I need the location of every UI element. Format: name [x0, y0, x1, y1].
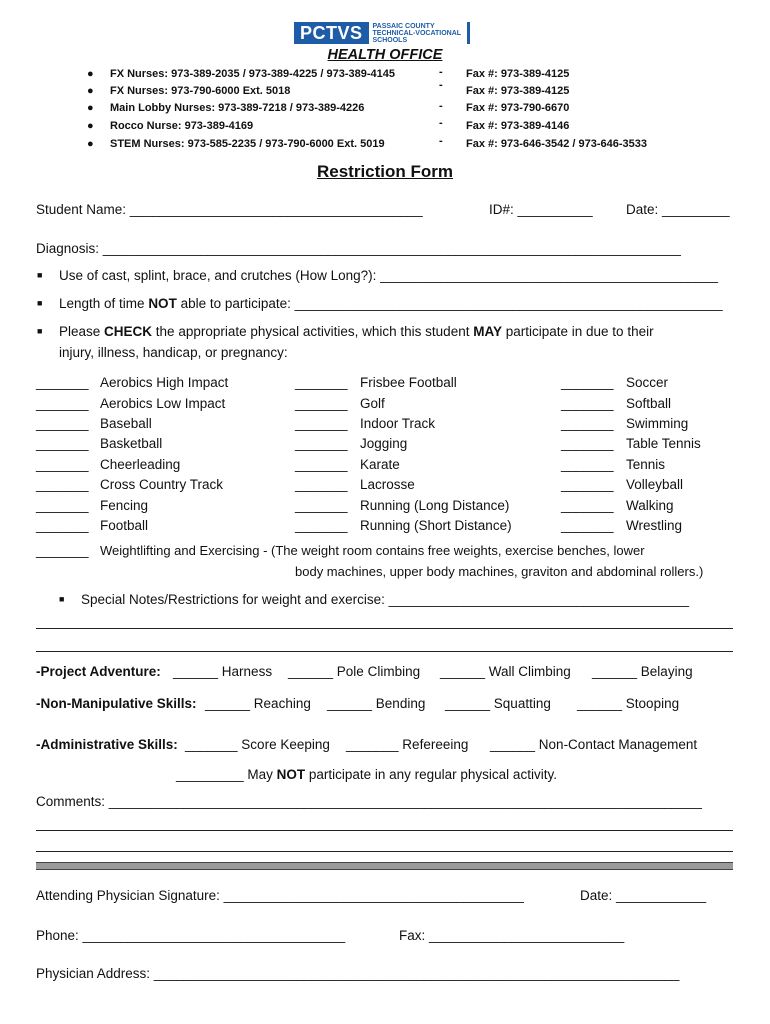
nurse-line: FX Nurses: 973-790-6000 Ext. 5018 [110, 85, 291, 97]
skill-option[interactable]: _______ Refereeing [346, 737, 469, 752]
id-field[interactable]: ID#: __________ [489, 202, 593, 217]
may-not-participate[interactable]: _________ May NOT participate in any regular physical activity. [176, 767, 557, 782]
skill-option[interactable]: ______ Non-Contact Management [490, 737, 698, 752]
activity-label: Soccer [626, 375, 669, 390]
activity-label: Lacrosse [360, 477, 415, 492]
activity-blank[interactable]: _______ [561, 457, 614, 472]
activity-label: Football [100, 518, 149, 533]
nurse-line: Main Lobby Nurses: 973-389-7218 / 973-389-4226 [110, 102, 365, 114]
activity-label: Aerobics Low Impact [100, 396, 226, 411]
comments-line[interactable] [36, 851, 733, 852]
activity-blank[interactable]: _______ [295, 498, 348, 513]
activity-blank[interactable]: _______ [36, 416, 89, 431]
activity-label: Indoor Track [360, 416, 436, 431]
bullet-icon: ● [87, 120, 94, 132]
weightlifting-label: Weightlifting and Exercising - (The weight room contains free weights, exercise benches, lower [100, 543, 645, 558]
activity-blank[interactable]: _______ [36, 457, 89, 472]
weight-notes-field[interactable]: Special Notes/Restrictions for weight and exercise: ________________________________________ [81, 592, 689, 607]
skill-option[interactable]: ______ Stooping [577, 696, 680, 711]
nurse-line: FX Nurses: 973-389-2035 / 973-389-4225 / 973-389-4145 [110, 68, 395, 80]
activity-blank[interactable]: _______ [295, 436, 348, 451]
weightlifting-line2: body machines, upper body machines, graviton and abdominal rollers.) [295, 564, 704, 579]
fax-line: Fax #: 973-389-4125 [466, 68, 570, 80]
activity-label: Softball [626, 396, 672, 411]
activity-blank[interactable]: _______ [561, 416, 614, 431]
activity-label: Volleyball [626, 477, 684, 492]
fax-line: Fax #: 973-389-4125 [466, 85, 570, 97]
activity-label: Tennis [626, 457, 666, 472]
activity-blank[interactable]: _______ [561, 477, 614, 492]
form-title: Restriction Form [316, 162, 454, 181]
activity-blank[interactable]: _______ [561, 375, 614, 390]
skill-option[interactable]: ______ Bending [327, 696, 426, 711]
activity-blank[interactable]: _______ [36, 375, 89, 390]
activity-blank[interactable]: _______ [561, 498, 614, 513]
logo-abbr: PCTVS [294, 22, 369, 44]
dash-icon: - [439, 100, 443, 112]
signature-date-field[interactable]: Date: ____________ [580, 888, 707, 903]
activity-blank[interactable]: _______ [561, 396, 614, 411]
length-field[interactable]: Length of time NOT able to participate: _________________________________________________________ [59, 296, 723, 311]
administrative-label: -Administrative Skills: [36, 737, 178, 752]
activity-blank[interactable]: _______ [561, 436, 614, 451]
student-name-field[interactable]: Student Name: _______________________________________ [36, 202, 423, 217]
logo-text: PASSAIC COUNTY TECHNICAL-VOCATIONAL SCHOOLS [373, 22, 471, 44]
section-divider [36, 862, 733, 870]
skill-option[interactable]: ______ Pole Climbing [288, 664, 421, 679]
activity-label: Karate [360, 457, 400, 472]
activity-blank[interactable]: _______ [36, 498, 89, 513]
dash-icon: - [439, 79, 443, 91]
activity-label: Baseball [100, 416, 152, 431]
skill-option[interactable]: ______ Harness [173, 664, 273, 679]
activity-label: Fencing [100, 498, 149, 513]
notes-line[interactable] [36, 651, 733, 652]
date-field[interactable]: Date: _________ [626, 202, 730, 217]
square-bullet-icon: ■ [37, 270, 43, 280]
activity-blank[interactable]: _______ [36, 477, 89, 492]
activity-blank[interactable]: _______ [36, 436, 89, 451]
activity-blank[interactable]: _______ [295, 518, 348, 533]
skill-option[interactable]: ______ Squatting [445, 696, 551, 711]
activity-label: Swimming [626, 416, 689, 431]
notes-line[interactable] [36, 628, 733, 629]
physician-address-field[interactable]: Physician Address: ______________________________________________________________________ [36, 966, 680, 981]
activity-label: Aerobics High Impact [100, 375, 229, 390]
weight-blank[interactable]: _______ [36, 543, 89, 558]
activity-label: Running (Long Distance) [360, 498, 510, 513]
health-office-title: HEALTH OFFICE [327, 47, 443, 63]
activity-blank[interactable]: _______ [36, 518, 89, 533]
physician-fax-field[interactable]: Fax: __________________________ [399, 928, 625, 943]
activity-label: Wrestling [626, 518, 683, 533]
cast-field[interactable]: Use of cast, splint, brace, and crutches (How Long?): _____________________________________________ [59, 268, 719, 283]
activity-blank[interactable]: _______ [295, 457, 348, 472]
comments-field[interactable]: Comments: _______________________________________________________________________________ [36, 794, 702, 809]
nurse-line: STEM Nurses: 973-585-2235 / 973-790-6000 Ext. 5019 [110, 138, 385, 150]
activity-blank[interactable]: _______ [36, 396, 89, 411]
activity-label: Frisbee Football [360, 375, 457, 390]
dash-icon: - [439, 66, 443, 78]
activity-blank[interactable]: _______ [561, 518, 614, 533]
diagnosis-field[interactable]: Diagnosis: _____________________________________________________________________________ [36, 241, 681, 256]
bullet-icon: ● [87, 85, 94, 97]
bullet-icon: ● [87, 138, 94, 150]
activity-blank[interactable]: _______ [295, 477, 348, 492]
bullet-icon: ● [87, 102, 94, 114]
physician-signature-field[interactable]: Attending Physician Signature: ________________________________________ [36, 888, 524, 903]
check-instructions: Please CHECK the appropriate physical activities, which this student MAY participate in due to their [59, 324, 654, 339]
activity-blank[interactable]: _______ [295, 416, 348, 431]
activity-label: Jogging [360, 436, 408, 451]
school-logo [294, 21, 470, 45]
activity-label: Golf [360, 396, 385, 411]
fax-line: Fax #: 973-790-6670 [466, 102, 570, 114]
physician-phone-field[interactable]: Phone: ___________________________________ [36, 928, 346, 943]
skill-option[interactable]: _______ Score Keeping [185, 737, 330, 752]
comments-line[interactable] [36, 830, 733, 831]
activity-label: Cheerleading [100, 457, 181, 472]
skill-option[interactable]: ______ Wall Climbing [440, 664, 571, 679]
activity-label: Basketball [100, 436, 163, 451]
skill-option[interactable]: ______ Reaching [205, 696, 311, 711]
nurse-line: Rocco Nurse: 973-389-4169 [110, 120, 254, 132]
project-adventure-label: -Project Adventure: [36, 664, 161, 679]
dash-icon: - [439, 135, 443, 147]
check-instructions-line2: injury, illness, handicap, or pregnancy: [59, 345, 288, 360]
non-manipulative-label: -Non-Manipulative Skills: [36, 696, 197, 711]
activity-label: Running (Short Distance) [360, 518, 512, 533]
square-bullet-icon: ■ [59, 594, 65, 604]
skill-option[interactable]: ______ Belaying [592, 664, 693, 679]
fax-line: Fax #: 973-646-3542 / 973-646-3533 [466, 138, 648, 150]
activity-blank[interactable]: _______ [295, 396, 348, 411]
dash-icon: - [439, 117, 443, 129]
bullet-icon: ● [87, 68, 94, 80]
activity-label: Walking [626, 498, 674, 513]
fax-line: Fax #: 973-389-4146 [466, 120, 570, 132]
activity-blank[interactable]: _______ [295, 375, 348, 390]
square-bullet-icon: ■ [37, 326, 43, 336]
square-bullet-icon: ■ [37, 298, 43, 308]
activity-label: Table Tennis [626, 436, 701, 451]
activity-label: Cross Country Track [100, 477, 224, 492]
